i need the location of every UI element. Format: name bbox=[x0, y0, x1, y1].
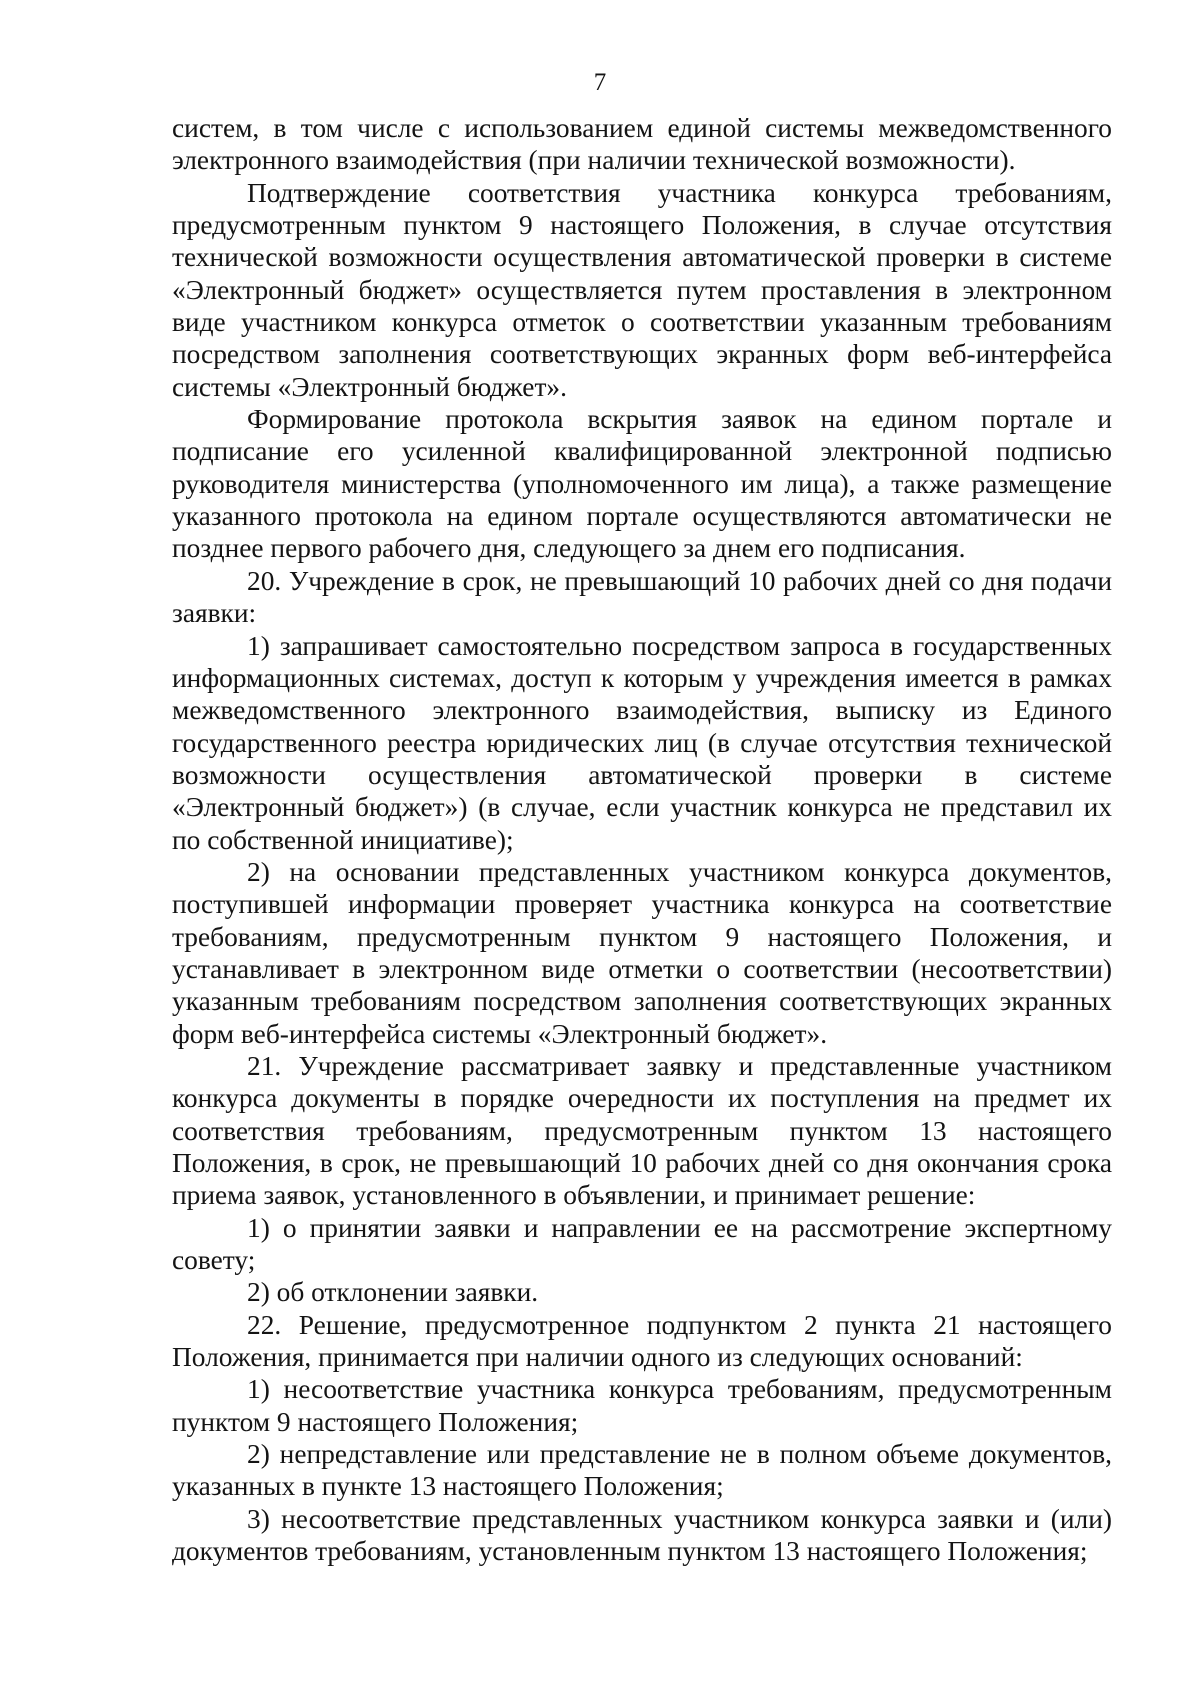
paragraph-1: систем, в том числе с использованием единой системы межведомственного электронного взаимодействия (при наличии технической возможности). bbox=[172, 113, 1112, 176]
clause-20: 20. Учреждение в срок, не превышающий 10 рабочих дней со дня подачи заявки: bbox=[172, 565, 1112, 629]
clause-20-item-1: 1) запрашивает самостоятельно посредством запроса в государственных информационных системах, доступ к которым у учреждения имеется в рамках межведомственного электронного взаимодействия, выписку из Единого государственного реестра юридических лиц (в случае отсутствия технической возможности осуществления автоматической проверки в системе «Электронный бюджет») (в случае, если участник конкурса не представил их по собственной инициативе); bbox=[172, 630, 1112, 855]
clause-22: 22. Решение, предусмотренное подпунктом 2 пункта 21 настоящего Положения, принимается при наличии одного из следующих оснований: bbox=[172, 1309, 1112, 1373]
paragraph-3: Формирование протокола вскрытия заявок на едином портале и подписание его усиленной квалифицированной электронной подписью руководителя министерства (уполномоченного им лица), а также размещение указанного протокола на едином портале осуществляются автоматически не позднее первого рабочего дня, следующего за днем его подписания. bbox=[172, 404, 1112, 564]
paragraph-2: Подтверждение соответствия участника конкурса требованиям, предусмотренным пунктом 9 настоящего Положения, в случае отсутствия технической возможности осуществления автоматической проверки в системе «Электронный бюджет» осуществляется путем проставления в электронном виде участником конкурса отметок о соответствии указанным требованиям посредством заполнения соответствующих экранных форм веб-интерфейса системы «Электронный бюджет». bbox=[172, 177, 1112, 402]
page-number: 7 bbox=[593, 69, 607, 96]
clause-22-item-2: 2) непредставление или представление не в полном объеме документов, указанных в пункте 13 настоящего Положения; bbox=[172, 1439, 1112, 1502]
clause-21: 21. Учреждение рассматривает заявку и представленные участником конкурса документы в порядке очередности их поступления на предмет их соответствия требованиям, предусмотренным пунктом 13 настоящего Положения, в срок, не превышающий 10 рабочих дней со дня окончания срока приема заявок, установленного в объявлении, и принимает решение: bbox=[172, 1050, 1112, 1211]
clause-20-item-2: 2) на основании представленных участником конкурса документов, поступившей информации проверяет участника конкурса на соответствие требованиям, предусмотренным пунктом 9 настоящего Положения, и устанавливает в электронном виде отметки о соответствии (несоответствии) указанным требованиям посредством заполнения соответствующих экранных форм веб-интерфейса системы «Электронный бюджет». bbox=[172, 856, 1112, 1049]
clause-21-item-2: 2) об отклонении заявки. bbox=[247, 1277, 539, 1308]
clause-22-item-3: 3) несоответствие представленных участником конкурса заявки и (или) документов требованиям, установленным пунктом 13 настоящего Положения; bbox=[172, 1503, 1112, 1567]
clause-21-item-1: 1) о принятии заявки и направлении ее на рассмотрение экспертному совету; bbox=[172, 1212, 1112, 1276]
document-body bbox=[172, 112, 1112, 1567]
clause-22-item-1: 1) несоответствие участника конкурса требованиям, предусмотренным пунктом 9 настоящего Положения; bbox=[172, 1374, 1112, 1437]
